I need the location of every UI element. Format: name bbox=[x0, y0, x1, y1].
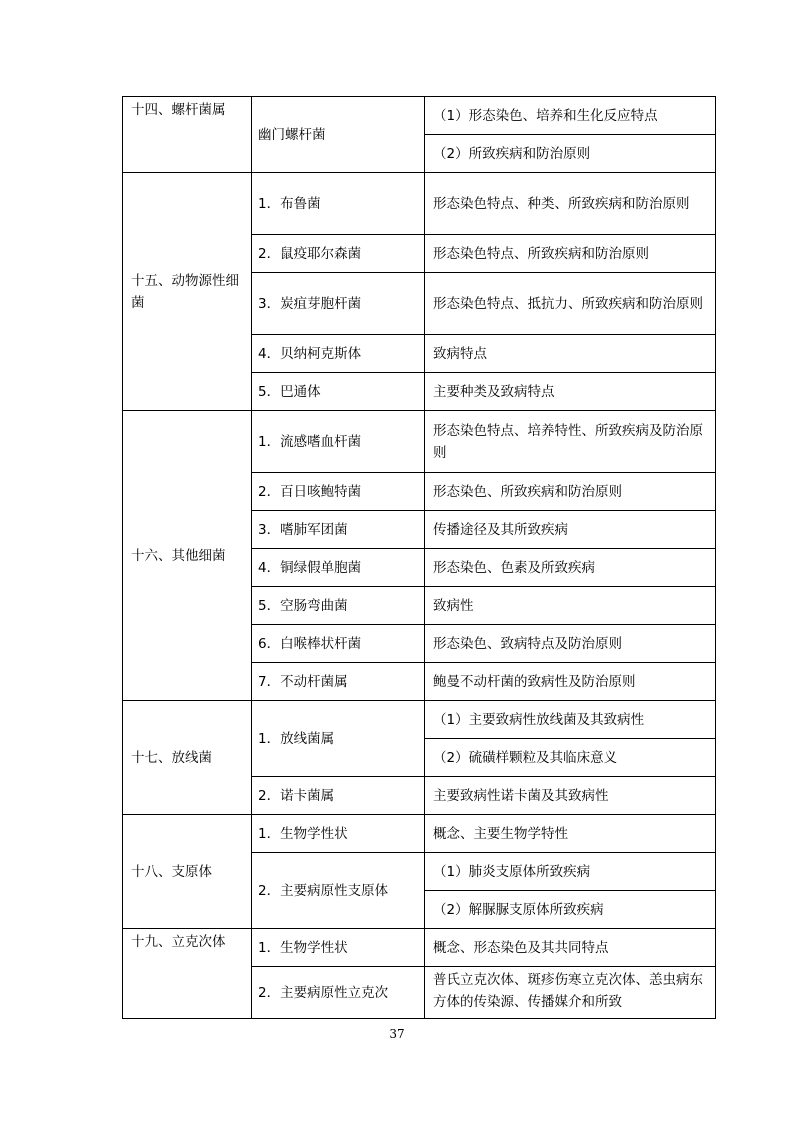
group-cell: 十八、支原体 bbox=[123, 815, 252, 929]
detail-cell: （1）形态染色、培养和生化反应特点 bbox=[425, 97, 716, 135]
subtopic-cell: 1．流感嗜血杆菌 bbox=[252, 411, 425, 473]
group-cell: 十四、螺杆菌属 bbox=[123, 97, 252, 173]
detail-cell: 形态染色特点、抵抗力、所致疾病和防治原则 bbox=[425, 273, 716, 335]
subtopic-cell: 1．布鲁菌 bbox=[252, 173, 425, 235]
page-number: 37 bbox=[389, 1027, 405, 1041]
subtopic-cell: 1．生物学性状 bbox=[252, 929, 425, 967]
detail-cell: （2）所致疾病和防治原则 bbox=[425, 135, 716, 173]
detail-cell: 形态染色特点、培养特性、所致疾病及防治原则 bbox=[425, 411, 716, 473]
subtopic-cell: 4．贝纳柯克斯体 bbox=[252, 335, 425, 373]
subtopic-cell: 2．鼠疫耶尔森菌 bbox=[252, 235, 425, 273]
subtopic-cell: 3．嗜肺军团菌 bbox=[252, 511, 425, 549]
syllabus-table bbox=[122, 96, 716, 1019]
detail-cell: 形态染色特点、种类、所致疾病和防治原则 bbox=[425, 173, 716, 235]
subtopic-cell: 3．炭疽芽胞杆菌 bbox=[252, 273, 425, 335]
subtopic-cell: 2．百日咳鲍特菌 bbox=[252, 473, 425, 511]
subtopic-cell: 2．主要病原性支原体 bbox=[252, 853, 425, 929]
detail-cell: 鲍曼不动杆菌的致病性及防治原则 bbox=[425, 663, 716, 701]
subtopic-cell: 1．生物学性状 bbox=[252, 815, 425, 853]
detail-cell: 普氏立克次体、斑疹伤寒立克次体、恙虫病东方体的传染源、传播媒介和所致 bbox=[425, 967, 716, 1019]
detail-cell: 主要种类及致病特点 bbox=[425, 373, 716, 411]
subtopic-cell: 1．放线菌属 bbox=[252, 701, 425, 777]
detail-cell: （1）主要致病性放线菌及其致病性 bbox=[425, 701, 716, 739]
subtopic-cell: 6．白喉棒状杆菌 bbox=[252, 625, 425, 663]
group-cell: 十七、放线菌 bbox=[123, 701, 252, 815]
table-row bbox=[123, 815, 716, 853]
subtopic-cell: 4．铜绿假单胞菌 bbox=[252, 549, 425, 587]
group-cell: 十五、动物源性细菌 bbox=[123, 173, 252, 411]
detail-cell: 概念、主要生物学特性 bbox=[425, 815, 716, 853]
subtopic-cell: 2．诺卡菌属 bbox=[252, 777, 425, 815]
table-row bbox=[123, 701, 716, 739]
detail-cell: （2）硫磺样颗粒及其临床意义 bbox=[425, 739, 716, 777]
detail-cell: 形态染色、所致疾病和防治原则 bbox=[425, 473, 716, 511]
detail-cell: 致病性 bbox=[425, 587, 716, 625]
table-row bbox=[123, 97, 716, 135]
detail-cell: 致病特点 bbox=[425, 335, 716, 373]
detail-cell: 形态染色特点、所致疾病和防治原则 bbox=[425, 235, 716, 273]
detail-cell: （1）肺炎支原体所致疾病 bbox=[425, 853, 716, 891]
table-row bbox=[123, 173, 716, 235]
subtopic-cell: 2．主要病原性立克次 bbox=[252, 967, 425, 1019]
detail-cell: （2）解脲脲支原体所致疾病 bbox=[425, 891, 716, 929]
detail-cell: 概念、形态染色及其共同特点 bbox=[425, 929, 716, 967]
table-row bbox=[123, 411, 716, 473]
detail-cell: 形态染色、致病特点及防治原则 bbox=[425, 625, 716, 663]
subtopic-cell: 7．不动杆菌属 bbox=[252, 663, 425, 701]
group-cell: 十六、其他细菌 bbox=[123, 411, 252, 701]
detail-cell: 形态染色、色素及所致疾病 bbox=[425, 549, 716, 587]
subtopic-cell: 幽门螺杆菌 bbox=[252, 97, 425, 173]
group-cell: 十九、立克次体 bbox=[123, 929, 252, 1019]
detail-cell: 传播途径及其所致疾病 bbox=[425, 511, 716, 549]
table-row bbox=[123, 929, 716, 967]
subtopic-cell: 5．巴通体 bbox=[252, 373, 425, 411]
subtopic-cell: 5．空肠弯曲菌 bbox=[252, 587, 425, 625]
detail-cell: 主要致病性诺卡菌及其致病性 bbox=[425, 777, 716, 815]
